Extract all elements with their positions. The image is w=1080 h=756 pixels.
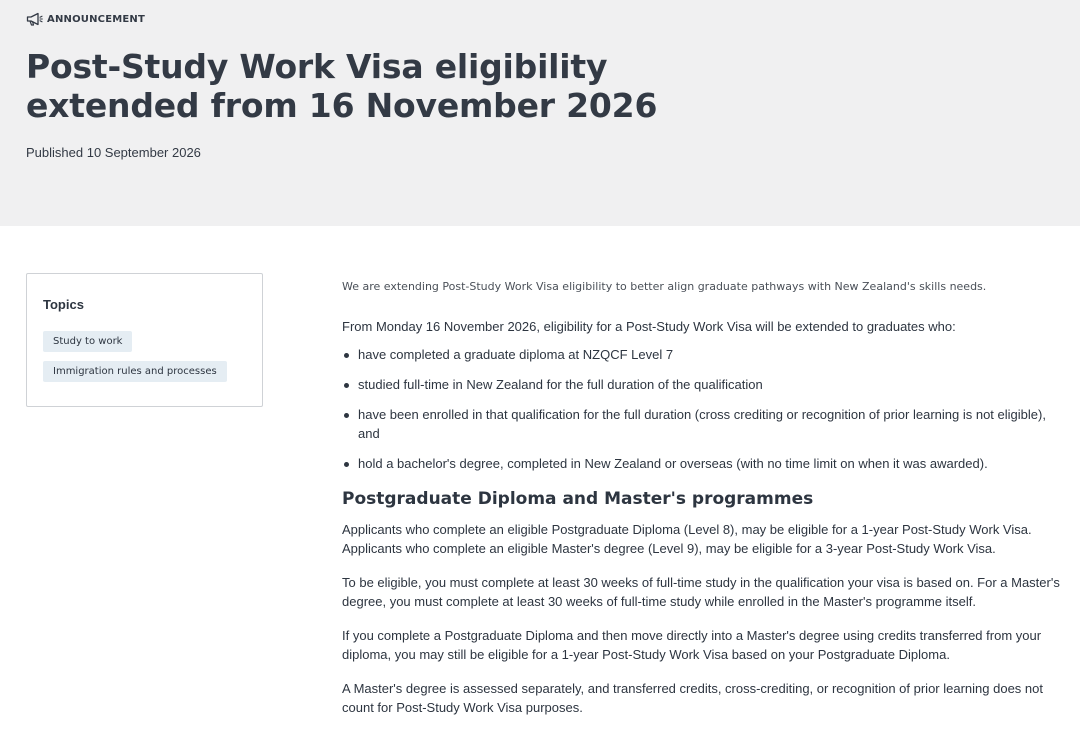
page-title: Post-Study Work Visa eligibility extended from 16 November 2026 xyxy=(26,47,658,125)
list-item: have been enrolled in that qualification for the full duration (cross crediting or recognition of prior learning is not eligible), and xyxy=(342,405,1070,443)
list-item: studied full-time in New Zealand for the full duration of the qualification xyxy=(342,375,1070,394)
published-date: Published 10 September 2026 xyxy=(26,145,201,160)
topic-tag-immigration-rules[interactable]: Immigration rules and processes xyxy=(43,361,227,382)
page-header xyxy=(0,0,1080,226)
paragraph: If you complete a Postgraduate Diploma and then move directly into a Master's degree using credits transferred from your diploma, you may still be eligible for a 1-year Post-Study Work Visa based on your Postgraduate Diploma. xyxy=(342,628,1042,662)
article-body xyxy=(342,278,1070,732)
announcement-text: ANNOUNCEMENT xyxy=(47,13,146,25)
section-heading: Postgraduate Diploma and Master's programmes xyxy=(342,489,814,509)
topics-heading: Topics xyxy=(43,297,84,312)
announcement-label xyxy=(26,12,145,26)
paragraph: To be eligible, you must complete at least 30 weeks of full-time study in the qualification your visa is based on. For a Master's degree, you must complete at least 30 weeks of full-time study while enrolled in the Master's programme itself. xyxy=(342,575,1060,609)
list-item: have completed a graduate diploma at NZQCF Level 7 xyxy=(342,345,1070,364)
paragraph: A Master's degree is assessed separately, and transferred credits, cross-crediting, or recognition of prior learning does not count for Post-Study Work Visa purposes. xyxy=(342,681,1043,715)
list-item: hold a bachelor's degree, completed in New Zealand or overseas (with no time limit on when it was awarded). xyxy=(342,454,1070,473)
topic-tag-study-to-work[interactable]: Study to work xyxy=(43,331,132,352)
eligibility-intro: From Monday 16 November 2026, eligibility for a Post-Study Work Visa will be extended to graduates who: xyxy=(342,319,956,334)
eligibility-list xyxy=(342,345,1070,473)
topics-panel xyxy=(26,273,263,407)
paragraph: Applicants who complete an eligible Postgraduate Diploma (Level 8), may be eligible for a 1-year Post-Study Work Visa. Applicants who complete an eligible Master's degree (Level 9), may be eligible for a 3-year Post-Study Work Visa. xyxy=(342,522,1032,556)
article-lead: We are extending Post-Study Work Visa eligibility to better align graduate pathways with New Zealand's skills needs. xyxy=(342,280,987,293)
megaphone-icon xyxy=(26,12,43,26)
